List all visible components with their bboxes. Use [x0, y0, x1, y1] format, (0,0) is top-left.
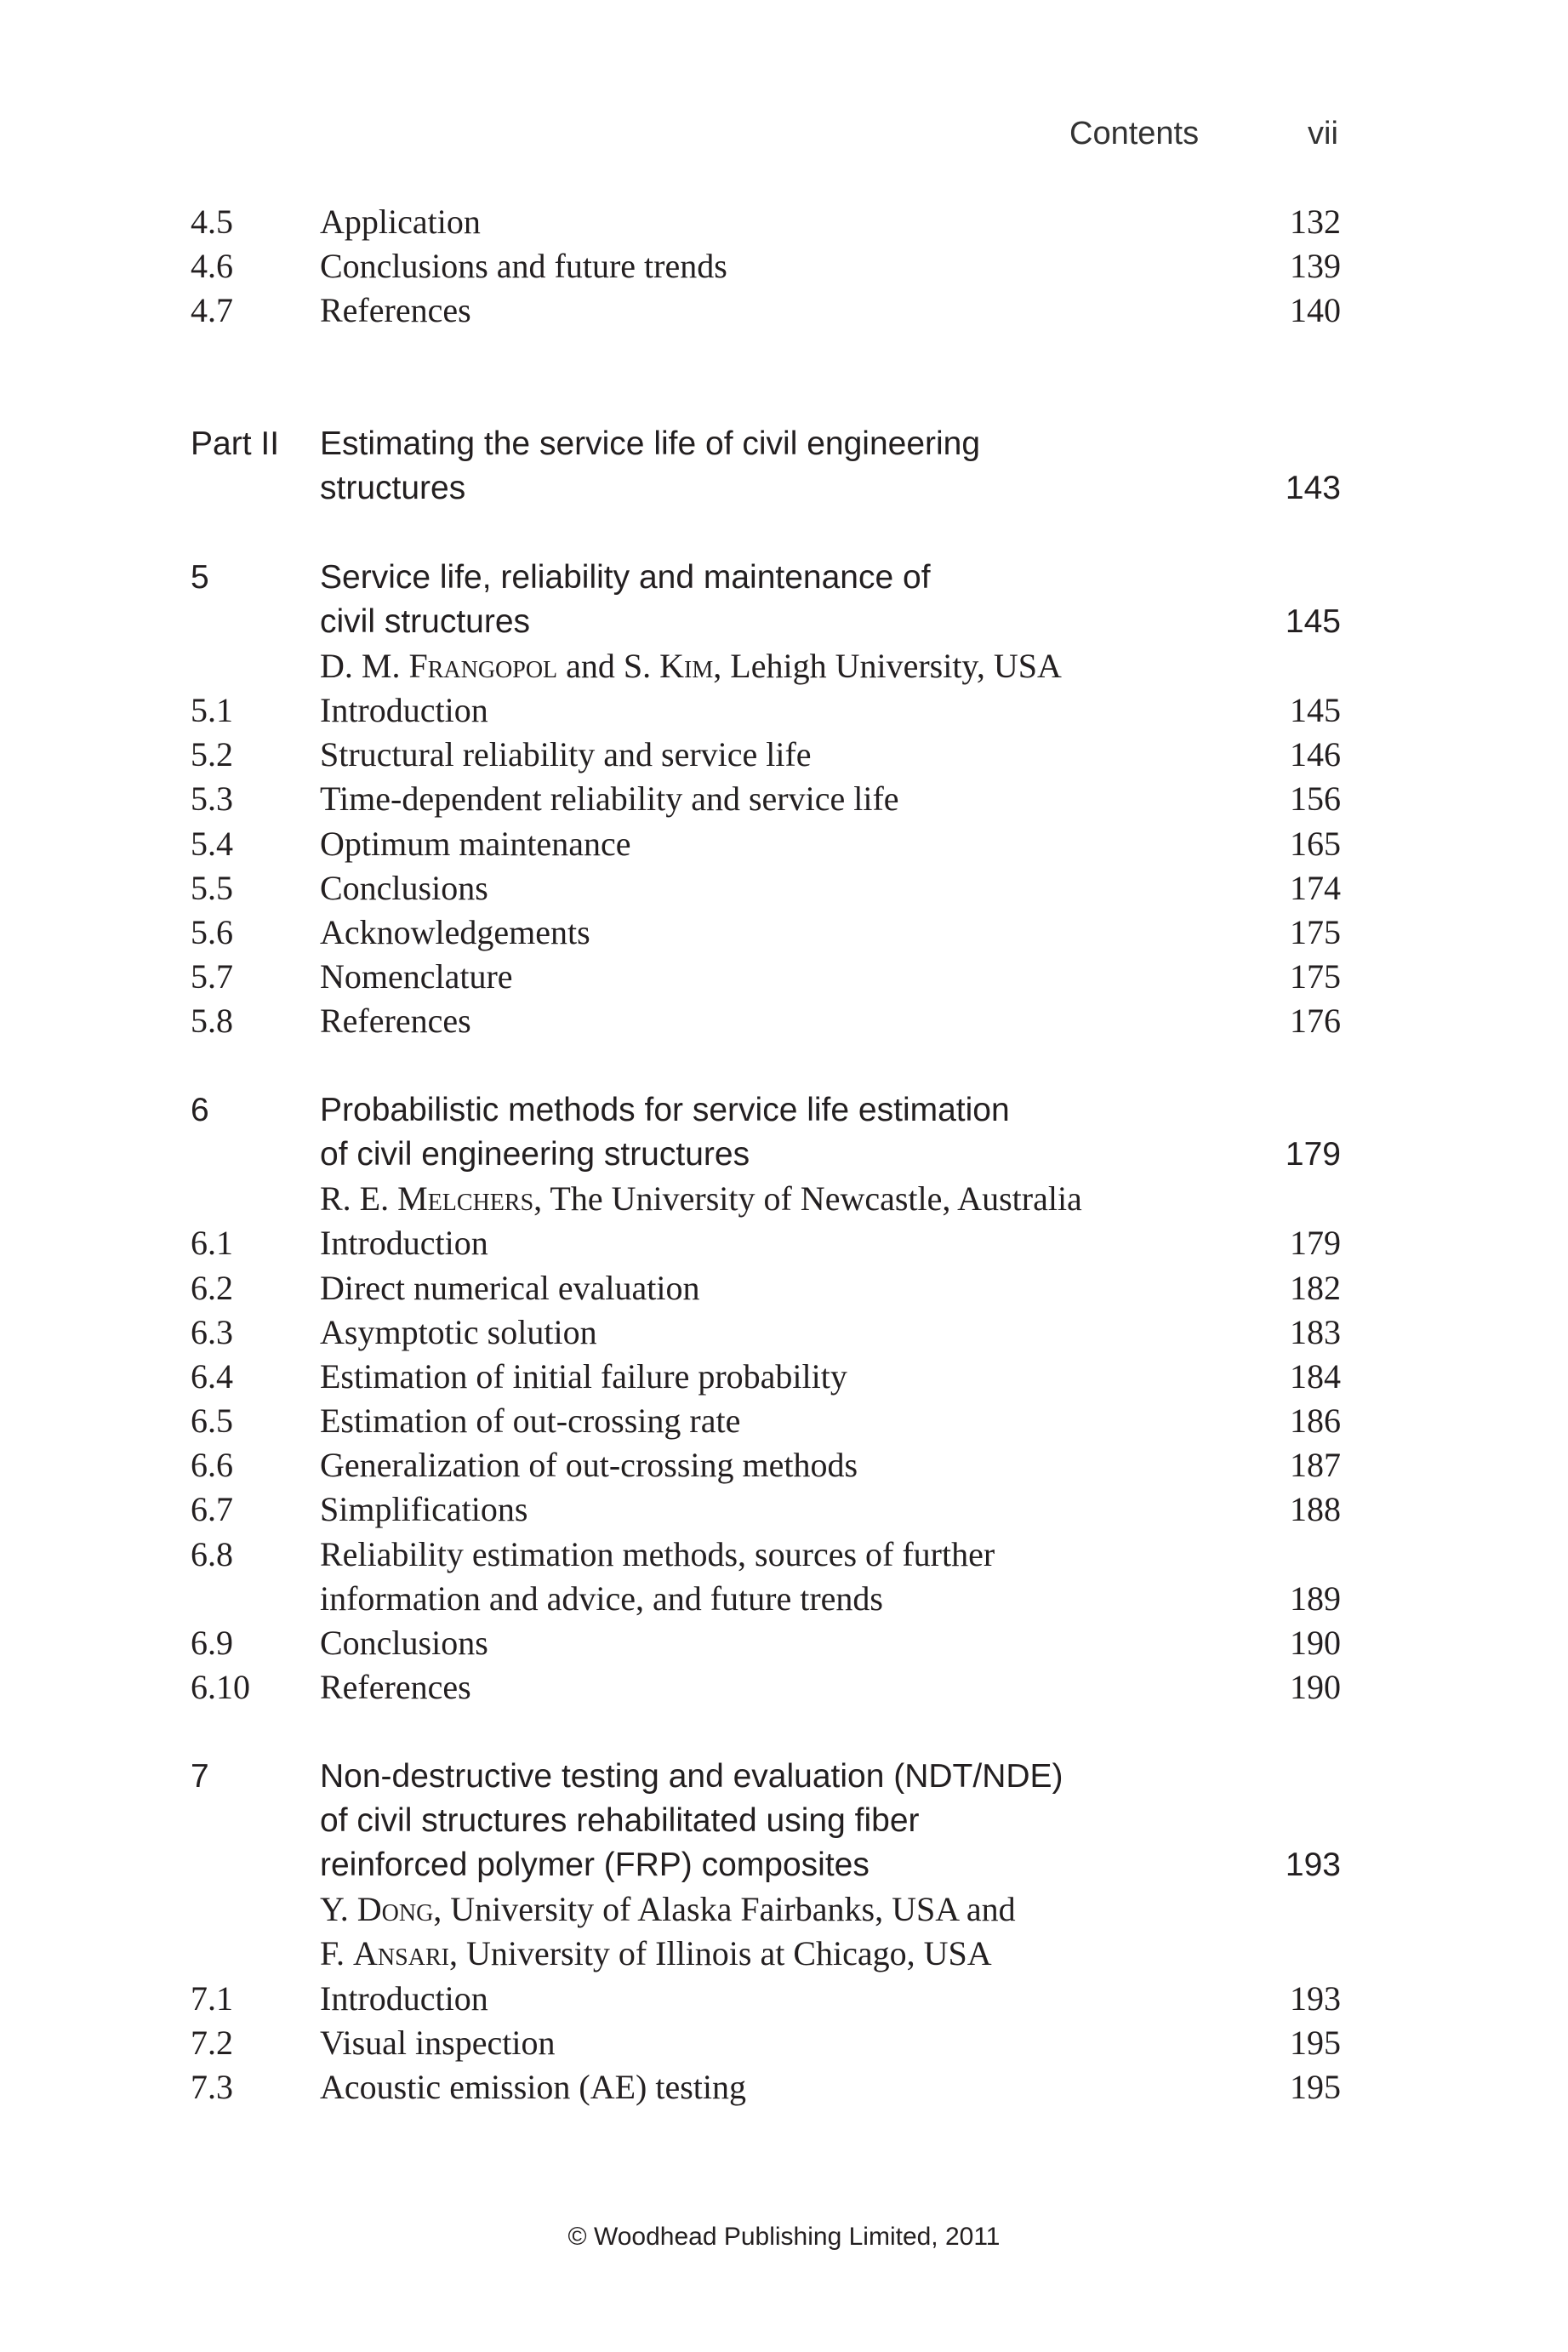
section-title: Application — [320, 203, 481, 241]
section-number: 5 — [191, 558, 209, 596]
section-number: 6.4 — [191, 1356, 233, 1396]
toc-entry[interactable] — [191, 777, 1341, 821]
chapter-authors — [320, 1887, 1016, 1932]
section-page: 174 — [1290, 868, 1341, 907]
toc-entry[interactable] — [191, 911, 1341, 955]
toc-entry[interactable] — [191, 288, 1341, 333]
section-title: Service life, reliability and maintenance of — [320, 558, 931, 596]
section-title: Estimation of out-crossing rate — [320, 1401, 741, 1441]
section-number: 6 — [191, 1091, 209, 1128]
author-line — [191, 1887, 1341, 1932]
section-title: Estimating the service life of civil engineering — [320, 425, 981, 462]
section-number: Part II — [191, 425, 280, 462]
section-page: 195 — [1290, 2067, 1341, 2106]
author-text: R. E. — [320, 1179, 398, 1219]
section-title: of civil engineering structures — [320, 1135, 750, 1173]
section-page: 182 — [1290, 1268, 1341, 1307]
section-title: References — [320, 291, 471, 330]
section-number: 5.8 — [191, 1002, 233, 1041]
section-number: 6.6 — [191, 1446, 233, 1485]
author-surname: Dong — [356, 1890, 434, 1929]
section-page: 183 — [1290, 1312, 1341, 1351]
toc-entry[interactable] — [191, 1399, 1341, 1443]
running-header-title: Contents — [1069, 116, 1200, 151]
chapter-heading[interactable] — [191, 422, 1341, 466]
section-page: 193 — [1285, 1846, 1341, 1883]
page-number: vii — [1308, 116, 1338, 151]
toc-entry[interactable] — [191, 1266, 1341, 1310]
section-title: Structural reliability and service life — [320, 735, 812, 774]
toc-entry[interactable] — [191, 2021, 1341, 2065]
section-title: Reliability estimation methods, sources of further — [320, 1534, 995, 1573]
section-page: 175 — [1290, 957, 1341, 996]
section-title: Conclusions — [320, 1624, 488, 1662]
author-text: , The University of Newcastle, Australia — [533, 1179, 1082, 1219]
section-title: reinforced polymer (FRP) composites — [320, 1846, 870, 1883]
section-number: 7.2 — [191, 2023, 233, 2062]
section-page: 190 — [1290, 1624, 1341, 1662]
section-number: 7.3 — [191, 2067, 233, 2106]
section-number: 6.2 — [191, 1268, 233, 1307]
section-number: 4.5 — [191, 203, 233, 241]
section-title: References — [320, 1668, 471, 1707]
toc-entry[interactable] — [191, 1665, 1341, 1710]
section-number: 5.4 — [191, 824, 233, 863]
section-page: 140 — [1290, 291, 1341, 330]
section-number: 7 — [191, 1757, 209, 1795]
section-page: 184 — [1290, 1356, 1341, 1396]
spacer — [191, 1710, 1341, 1754]
section-page: 165 — [1290, 824, 1341, 863]
chapter-heading[interactable] — [191, 1133, 1341, 1177]
chapter-authors — [320, 644, 1062, 688]
section-page: 146 — [1290, 735, 1341, 774]
section-number: 6.8 — [191, 1534, 233, 1573]
section-title: Conclusions and future trends — [320, 247, 727, 286]
toc-entry[interactable] — [191, 1533, 1341, 1577]
section-title: Introduction — [320, 691, 488, 730]
section-page: 189 — [1290, 1578, 1341, 1618]
toc-entry[interactable] — [191, 1310, 1341, 1355]
toc-entry[interactable] — [191, 1443, 1341, 1487]
author-surname: Ansari — [353, 1934, 449, 1973]
section-title: References — [320, 1002, 471, 1041]
toc-entry[interactable] — [191, 822, 1341, 866]
section-number: 5.1 — [191, 691, 233, 730]
section-title: Estimation of initial failure probability — [320, 1356, 847, 1396]
section-number: 6.7 — [191, 1490, 233, 1529]
author-line — [191, 644, 1341, 688]
table-of-contents — [191, 200, 1341, 2109]
section-title: Introduction — [320, 1224, 488, 1263]
chapter-heading[interactable] — [191, 466, 1341, 511]
toc-entry[interactable] — [191, 688, 1341, 733]
section-title: Non-destructive testing and evaluation (NDT/NDE) — [320, 1757, 1063, 1795]
author-surname: Kim — [659, 646, 714, 685]
section-title: Direct numerical evaluation — [320, 1268, 700, 1307]
author-text: Y. — [320, 1890, 357, 1929]
toc-entry[interactable] — [191, 1621, 1341, 1665]
toc-entry[interactable] — [191, 866, 1341, 911]
section-title: Introduction — [320, 1978, 488, 2018]
section-number: 6.1 — [191, 1224, 233, 1263]
section-number: 5.3 — [191, 779, 233, 819]
section-page: 187 — [1290, 1446, 1341, 1485]
author-text: and S. — [557, 646, 660, 685]
toc-entry[interactable] — [191, 1355, 1341, 1399]
chapter-heading[interactable] — [191, 1755, 1341, 1799]
section-title: Time-dependent reliability and service life — [320, 779, 899, 819]
section-title: Acknowledgements — [320, 913, 590, 951]
section-number: 5.2 — [191, 735, 233, 774]
author-text: , University of Alaska Fairbanks, USA and — [433, 1890, 1016, 1929]
section-page: 145 — [1290, 691, 1341, 730]
section-page: 176 — [1290, 1002, 1341, 1041]
section-title: Nomenclature — [320, 957, 513, 996]
section-page: 139 — [1290, 247, 1341, 286]
author-line — [191, 1932, 1341, 1976]
chapter-authors — [320, 1932, 992, 1976]
author-text: F. — [320, 1934, 354, 1973]
author-surname: Frangopol — [408, 646, 558, 685]
author-text: , Lehigh University, USA — [713, 646, 1062, 685]
section-title: Asymptotic solution — [320, 1312, 597, 1351]
author-text: , University of Illinois at Chicago, USA — [448, 1934, 992, 1973]
copyright-footer: © Woodhead Publishing Limited, 2011 — [567, 2223, 1001, 2251]
section-page: 143 — [1285, 470, 1341, 507]
section-title: structures — [320, 470, 466, 507]
section-title: information and advice, and future trends — [320, 1578, 883, 1618]
section-page: 132 — [1290, 203, 1341, 241]
section-page: 179 — [1290, 1224, 1341, 1263]
toc-entry[interactable] — [191, 1577, 1341, 1621]
toc-entry[interactable] — [191, 999, 1341, 1043]
section-page: 179 — [1285, 1135, 1341, 1173]
section-number: 6.9 — [191, 1624, 233, 1662]
section-page: 175 — [1290, 913, 1341, 951]
toc-entry[interactable] — [191, 244, 1341, 288]
section-number: 4.6 — [191, 247, 233, 286]
section-title: Generalization of out-crossing methods — [320, 1446, 858, 1485]
section-title: Simplifications — [320, 1490, 528, 1529]
section-page: 188 — [1290, 1490, 1341, 1529]
author-text: D. M. — [320, 646, 409, 685]
section-number: 6.3 — [191, 1312, 233, 1351]
section-page: 195 — [1290, 2023, 1341, 2062]
toc-entry[interactable] — [191, 200, 1341, 244]
section-number: 6.10 — [191, 1668, 250, 1707]
chapter-heading[interactable] — [191, 1088, 1341, 1133]
section-page: 190 — [1290, 1668, 1341, 1707]
toc-entry[interactable] — [191, 733, 1341, 777]
section-page: 145 — [1285, 602, 1341, 640]
chapter-heading[interactable] — [191, 600, 1341, 644]
section-page: 193 — [1290, 1978, 1341, 2018]
spacer — [191, 1044, 1341, 1088]
author-line — [191, 1177, 1341, 1221]
section-title: Visual inspection — [320, 2023, 556, 2062]
section-number: 5.7 — [191, 957, 233, 996]
section-title: Conclusions — [320, 868, 488, 907]
section-title: Optimum maintenance — [320, 824, 631, 863]
chapter-heading[interactable] — [191, 1799, 1341, 1843]
chapter-authors — [320, 1177, 1082, 1221]
section-page: 186 — [1290, 1401, 1341, 1441]
author-surname: Melchers — [397, 1179, 534, 1219]
section-title: Acoustic emission (AE) testing — [320, 2067, 747, 2106]
section-page: 156 — [1290, 779, 1341, 819]
section-number: 6.5 — [191, 1401, 233, 1441]
section-title: of civil structures rehabilitated using fiber — [320, 1801, 920, 1839]
section-number: 4.7 — [191, 291, 233, 330]
chapter-heading[interactable] — [191, 1843, 1341, 1887]
chapter-heading[interactable] — [191, 556, 1341, 600]
spacer — [191, 378, 1341, 422]
toc-entry[interactable] — [191, 1487, 1341, 1532]
toc-entry[interactable] — [191, 2065, 1341, 2109]
spacer — [191, 334, 1341, 378]
section-number: 7.1 — [191, 1978, 233, 2018]
section-number: 5.5 — [191, 868, 233, 907]
toc-entry[interactable] — [191, 1221, 1341, 1265]
section-title: civil structures — [320, 602, 531, 640]
section-title: Probabilistic methods for service life estimation — [320, 1091, 1010, 1128]
spacer — [191, 511, 1341, 555]
toc-entry[interactable] — [191, 1977, 1341, 2021]
section-number: 5.6 — [191, 913, 233, 951]
toc-entry[interactable] — [191, 955, 1341, 999]
